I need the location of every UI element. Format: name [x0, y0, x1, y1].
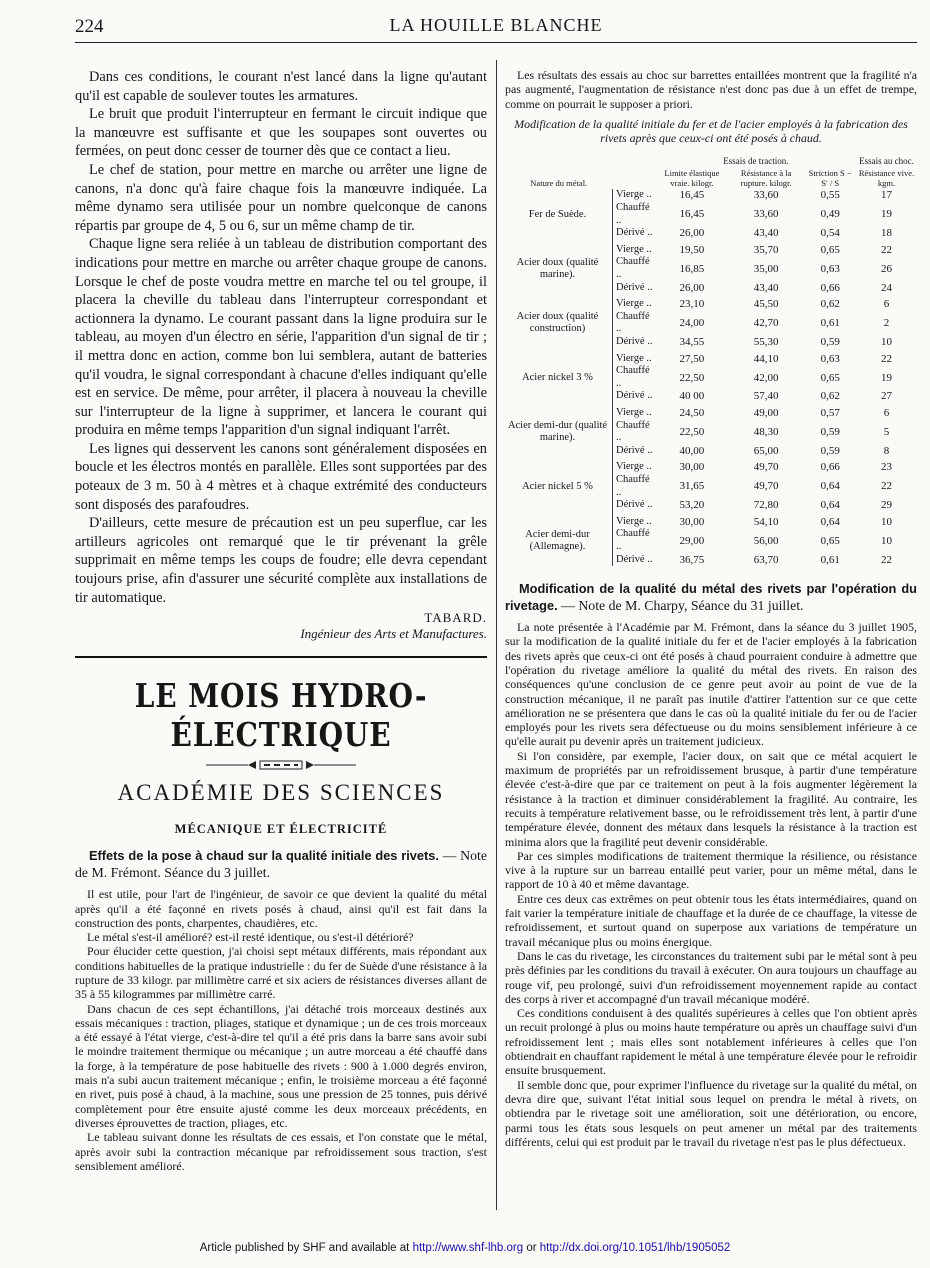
choc-cell: 5 [883, 425, 890, 438]
state-cell: Vierge .. [613, 512, 656, 529]
limite-cell: 27,50 [679, 352, 705, 365]
state-cell: Dérivé .. [613, 282, 656, 295]
limite-cell: 22,50 [679, 371, 705, 384]
footer-middle: or [523, 1242, 540, 1254]
striction-cell: 0,55 [820, 189, 840, 202]
resistance-cell: 42,00 [753, 371, 779, 384]
table-row [505, 512, 917, 529]
header-choc-group: Essais au choc. [859, 156, 914, 167]
article-paragraph: Le métal s'est-il amélioré? est-il resté identique, ou s'est-il détérioré? [87, 930, 414, 945]
limite-cell: 34,55 [679, 336, 705, 349]
choc-cell: 24 [880, 281, 892, 294]
state-cell: Vierge .. [613, 349, 656, 366]
article-paragraph: Dans chacun de ces sept échantillons, j'ai détaché trois morceaux destinés aux essais mécaniques : traction, pliages, statique et dynamique ; un de ces trois morceaux a été essayé à l'état vierge, c'est-à-dire tel qu'il a été pris dans la barre sans avoir subi le moindre traitement thermique ou mécanique ; un autre morceau a été chauffé dans la forge, à la température de pose habituelle des rivets : 900 à 1.000 degrés environ, mais n'a subi aucun traitement mécanique ; enfin, le troisième morceau a été façonné en rivet, puis posé à chaud, à la machine, sous une pression de 25 tonnes, puis dérivé complètement pour être ensuite ajusté comme les deux morceaux précédents, en diverses éprouvettes de traction, pliages, etc. [75, 1001, 487, 1130]
table-caption: Modification de la qualité initiale du fer et de l'acier employés à la fabrication des rivets après que ceux-ci ont été posés à chaud. [514, 116, 908, 146]
table-row [505, 240, 917, 257]
limite-cell: 40,00 [679, 444, 705, 457]
state-cell: Dérivé .. [613, 390, 656, 403]
state-cell: Chauffé .. [613, 528, 656, 553]
header-striction: Striction S − S′ / S [808, 168, 852, 189]
resistance-cell: 35,70 [753, 243, 779, 256]
limite-cell: 30,00 [679, 515, 705, 528]
resistance-cell: 33,60 [753, 189, 779, 202]
masthead-title: LE MOIS HYDRO-ÉLECTRIQUE [134, 676, 428, 755]
article-byline-2: — Note de M. Charpy, Séance du 31 juillet. [557, 598, 804, 614]
limite-cell: 24,50 [679, 406, 705, 419]
state-cell: Dérivé .. [613, 227, 656, 240]
resistance-cell: 54,10 [753, 515, 779, 528]
academy-title: ACADÉMIE DES SCIENCES [117, 780, 445, 806]
material-name: Acier demi-dur (qualité marine). [507, 420, 608, 444]
left-column [75, 68, 487, 1218]
state-cell: Chauffé .. [613, 256, 656, 281]
resistance-cell: 57,40 [753, 390, 779, 403]
choc-cell: 29 [880, 499, 892, 512]
state-cell: Vierge .. [613, 240, 656, 257]
choc-cell: 10 [880, 336, 892, 349]
article-paragraph: Ces conditions conduisent à des qualités supérieures à celles que l'on obtient après un recuit prolongé à plus ou moins haute température ou après un chauffage suivi d'un refroidissement lent ; mais elles sont notablement inférieures à celles que l'on obtiendrait en chauffant rapidement le métal à une température élevée pour le refroidir ensuite brusquement. [505, 1006, 917, 1078]
header-resistance: Résistance à la rupture. kilogr. [740, 168, 792, 189]
masthead-rule [75, 656, 487, 658]
state-cell: Vierge .. [613, 189, 656, 202]
material-name: Acier nickel 5 % [522, 480, 593, 492]
resistance-cell: 56,00 [753, 534, 779, 547]
footer-link-doi[interactable]: http://dx.doi.org/10.1051/lhb/1905052 [539, 1242, 731, 1254]
page-number: 224 [75, 16, 104, 37]
choc-cell: 23 [880, 461, 892, 474]
striction-cell: 0,59 [820, 425, 840, 438]
footer-link-shf[interactable]: http://www.shf-lhb.org [412, 1242, 524, 1254]
header-traction-group: Essais de traction. [723, 156, 789, 167]
resistance-cell: 44,10 [753, 352, 779, 365]
choc-cell: 27 [880, 390, 892, 403]
left-paragraphs [75, 68, 487, 607]
limite-cell: 16,85 [679, 262, 705, 275]
state-cell: Chauffé .. [613, 474, 656, 499]
body-paragraph: Le chef de station, pour mettre en marche ou arrêter une ligne de canons, n'a donc qu'à faire chaque fois la manœuvre indiquée. La même dynamo sera utilisée pour un nombre quelconque de canons répartis par groupe de 4, 5 ou 6, sur un même champ de tir. [75, 161, 487, 234]
limite-cell: 31,65 [679, 480, 705, 493]
resistance-cell: 72,80 [753, 499, 779, 512]
choc-cell: 10 [880, 515, 892, 528]
header-limite: Limite élastique vraie. kilogr. [664, 168, 720, 189]
choc-cell: 26 [880, 262, 892, 275]
body-paragraph: D'ailleurs, cette mesure de précaution est un peu superflue, car les artilleurs agricoles ont remarqué que le tir prévenant la grêle supprimait en même temps les coups de foudre; elle devra cependant toujours prise, afin d'assurer une sécurité complète aux installations de tir automatique. [75, 515, 487, 606]
state-cell: Dérivé .. [613, 499, 656, 512]
limite-cell: 16,45 [679, 189, 705, 202]
footer-prefix: Article published by SHF and available at [199, 1242, 413, 1254]
striction-cell: 0,59 [820, 444, 840, 457]
limite-cell: 26,00 [679, 227, 705, 240]
resistance-cell: 55,30 [753, 336, 779, 349]
material-name: Acier nickel 3 % [522, 371, 593, 383]
article-paragraph: Entre ces deux cas extrêmes on peut obtenir tous les états intermédiaires, quand on fait varier la température initiale de chauffage et la durée de ce chauffage, la vitesse de refroidissement, et surtout quand on superpose aux variations de température un travail mécanique plus ou moins énergique. [505, 891, 917, 949]
striction-cell: 0,57 [820, 406, 840, 419]
table-row [505, 294, 917, 311]
limite-cell: 53,20 [679, 499, 705, 512]
state-cell: Vierge .. [613, 457, 656, 474]
choc-cell: 10 [880, 534, 892, 547]
table-row [505, 403, 917, 420]
limite-cell: 29,00 [679, 534, 705, 547]
table-row [505, 349, 917, 366]
table-row [505, 189, 917, 202]
limite-cell: 16,45 [679, 208, 705, 221]
resistance-cell: 43,40 [753, 227, 779, 240]
choc-cell: 22 [880, 553, 892, 566]
article-paragraph: Par ces simples modifications de traitement thermique la résilience, ou résistance vive à la rupture sur un barreau entaillé peut varier, pour un même métal, dans le rapport de 10 à 40 et même davantage. [505, 848, 917, 892]
state-cell: Chauffé .. [613, 202, 656, 227]
header-choc: Résistance vive. kgm. [858, 168, 915, 189]
resistance-cell: 42,70 [753, 317, 779, 330]
state-cell: Dérivé .. [613, 336, 656, 349]
table-body [505, 189, 917, 566]
article-title: Effets de la pose à chaud sur la qualité initiale des rivets. [89, 848, 439, 864]
resistance-cell: 48,30 [753, 425, 779, 438]
material-name: Acier doux (qualité construction) [516, 311, 599, 335]
section-heading: MÉCANIQUE ET ÉLECTRICITÉ [174, 822, 388, 837]
column-separator [496, 60, 497, 1210]
material-name: Acier demi-dur (Allemagne). [525, 528, 590, 552]
limite-cell: 30,00 [679, 461, 705, 474]
article-paragraph: La note présentée à l'Académie par M. Frémont, dans la séance du 3 juillet 1905, sur la modification de la qualité initiale du fer et de l'acier employés à la fabrication des rivets après que ceux-ci ont été posés à chaud pourraient conduire à admettre que l'opération du rivetage améliore la qualité du métal des rivets. En raison des conséquences qu'une conclusion de ce genre peut avoir au point de vue de la construction mécanique, il ne paraît pas inutile d'attirer l'attention sur ce que cette amélioration ne se présentera que dans le cas où la qualité initiale du fer ou de l'acier employés pour les rivets sera défectueuse ou du moins sensiblement inférieure à ce qu'elle aurait pu devenir après un traitement judicieux. [505, 620, 917, 749]
limite-cell: 26,00 [679, 281, 705, 294]
striction-cell: 0,64 [820, 480, 840, 493]
striction-cell: 0,64 [820, 499, 840, 512]
choc-cell: 8 [883, 444, 890, 457]
table-row [505, 457, 917, 474]
article-paragraph: Il semble donc que, pour exprimer l'influence du rivetage sur la qualité du métal, on devra dire que, suivant l'état initial sous lequel on prendra le métal à rivets, on obtiendra par le rivetage soit une amélioration, soit une détérioration, ou encore, parmi tous les états sous lesquels on peut amener un métal par des traitements différents, celui qui est produit par le travail du rivetage n'est pas le plus défectueux. [505, 1077, 917, 1149]
intro-paragraph: Les résultats des essais au choc sur barrettes entaillées montrent que la fragilité n'a pas augmenté, l'augmentation de résistance n'est donc pas due à un effet de trempe, comme on pourrait le supposer a priori. [505, 68, 917, 111]
choc-cell: 22 [880, 352, 892, 365]
striction-cell: 0,65 [820, 243, 840, 256]
state-cell: Dérivé .. [613, 445, 656, 458]
signature-title: Ingénieur des Arts et Manufactures. [300, 626, 487, 642]
striction-cell: 0,54 [820, 227, 840, 240]
resistance-cell: 49,70 [753, 480, 779, 493]
article-paragraph: Pour élucider cette question, j'ai choisi sept métaux différents, mais répondant aux conditions habituelles de la pratique industrielle : du fer de Suède d'une résistance à la rupture de 33 kilogr. par millimètre carré et six aciers de résistances diverses allant de 35 à 55 kilogrammes par millimètre carré. [75, 944, 487, 1002]
resistance-cell: 63,70 [753, 553, 779, 566]
header-nature: Nature du métal. [530, 178, 588, 189]
choc-cell: 18 [880, 227, 892, 240]
article-paragraph: Le tableau suivant donne les résultats de ces essais, et l'on constate que le métal, après avoir subi la contraction mécanique par refroidissement sous traction, s'est sensiblement amélioré. [75, 1130, 487, 1173]
state-cell: Chauffé .. [613, 365, 656, 390]
article-title-2: Modification de la qualité du métal des rivets par l'opération du rivetage. [505, 581, 917, 614]
state-cell: Vierge .. [613, 403, 656, 420]
choc-cell: 6 [883, 298, 890, 311]
article-paragraph: Dans le cas du rivetage, les circonstances du traitement subi par le métal sont à peu près définies par les conditions du travail à exécuter. On aura toujours un chauffage au rouge vif, peu prolongé, suivi d'un refroidissement moyennement rapide au contact des corps à river et accompagné d'un travail mécanique modéré. [505, 948, 917, 1006]
striction-cell: 0,59 [820, 336, 840, 349]
body-paragraph: Le bruit que produit l'interrupteur en fermant le circuit indique que la manœuvre est suffisante et que les soupapes sont ouvertes ou fermées, on peut donc cesser de tourner dès que ce contact a lieu. [75, 106, 487, 160]
journal-title: LA HOUILLE BLANCHE [389, 15, 603, 35]
resistance-cell: 49,00 [753, 406, 779, 419]
state-cell: Chauffé .. [613, 311, 656, 336]
article-heading-fremont [75, 847, 487, 881]
limite-cell: 24,00 [679, 317, 705, 330]
material-name: Acier doux (qualité marine). [516, 257, 599, 281]
page-header [75, 14, 917, 40]
choc-cell: 17 [880, 189, 892, 202]
footer [0, 1242, 930, 1254]
striction-cell: 0,65 [820, 534, 840, 547]
limite-cell: 23,10 [679, 298, 705, 311]
header-rule [75, 42, 917, 43]
right-column [505, 68, 917, 1218]
limite-cell: 40 00 [679, 390, 705, 403]
striction-cell: 0,61 [820, 553, 840, 566]
left-small-paragraphs [75, 887, 487, 1173]
limite-cell: 22,50 [679, 425, 705, 438]
striction-cell: 0,49 [820, 208, 840, 221]
striction-cell: 0,65 [820, 371, 840, 384]
limite-cell: 36,75 [679, 553, 705, 566]
state-cell: Dérivé .. [613, 554, 656, 567]
choc-cell: 2 [883, 317, 890, 330]
striction-cell: 0,61 [820, 317, 840, 330]
results-table [505, 155, 917, 566]
choc-cell: 22 [880, 243, 892, 256]
signature-name: TABARD. [424, 610, 487, 626]
striction-cell: 0,66 [820, 281, 840, 294]
choc-cell: 19 [880, 371, 892, 384]
article-heading-charpy [505, 580, 917, 614]
resistance-cell: 35,00 [753, 262, 779, 275]
resistance-cell: 65,00 [753, 444, 779, 457]
choc-cell: 6 [883, 406, 890, 419]
right-paragraphs [505, 620, 917, 1149]
striction-cell: 0,63 [820, 352, 840, 365]
material-name: Fer de Suède. [528, 208, 587, 220]
body-paragraph: Chaque ligne sera reliée à un tableau de distribution comportant des indications pour mettre en marche ou arrêter chaque groupe de canons. Lorsque le chef de poste voudra mettre en marche tel ou tel groupe, il placera la cheville du tableau dans l'interrupteur correspondant et actionnera la dynamo. Le courant passant dans la ligne produira sur le tableau, au moyen d'un électro en série, l'apparition d'un signal de tir ; il mettra donc en action, comme bon lui semblera, autant de batteries qu'il voudra, le signal correspondant à chacune d'elles indiquant qu'elle est en service. De même, pour arrêter, il placera à nouveau la cheville sur l'interrupteur de la ligne à supprimer, et lancera le courant qui produira en même temps l'apparition d'un signal indiquant l'arrêt. [75, 236, 487, 439]
striction-cell: 0,64 [820, 515, 840, 528]
body-paragraph: Les lignes qui desservent les canons sont généralement disposées en boucle et les électros montés en parallèle. Elles sont supportées par des poteaux de 3 m. 50 à 4 mètres et à chaque extrémité des conducteurs sont disposés des parafoudres. [75, 440, 487, 513]
choc-cell: 19 [880, 208, 892, 221]
resistance-cell: 33,60 [753, 208, 779, 221]
resistance-cell: 43,40 [753, 281, 779, 294]
ornament [75, 758, 487, 774]
article-paragraph: Il est utile, pour l'art de l'ingénieur, de savoir ce que devient la qualité du métal après qu'il a été façonné en rivets posés à chaud, ainsi qu'il est fait dans la construction des ponts, charpentes, chaudières, etc. [75, 887, 487, 930]
resistance-cell: 45,50 [753, 298, 779, 311]
state-cell: Chauffé .. [613, 420, 656, 445]
striction-cell: 0,66 [820, 461, 840, 474]
state-cell: Vierge .. [613, 294, 656, 311]
article-paragraph: Si l'on considère, par exemple, l'acier doux, on sait que ce métal acquiert le maximum de propriétés par un refroidissement brusque, à partir d'une température élevée c'est-à-dire que par ce traitement on peut à la fois augmenter légèrement la résistance à la traction et diminuer considérablement la fragilité. Au contraire, les recuits à température relativement basse, ou le refroidissement très lent, à partir d'une température élevée, donnent des métaux dans lesquels la résistance à la traction est minima alors que la fragilité peut devenir considérable. [505, 748, 917, 849]
striction-cell: 0,62 [820, 298, 840, 311]
article-byline: — Note de M. Frémont. Séance du 3 juillet. [75, 848, 487, 881]
body-paragraph: Dans ces conditions, le courant n'est lancé dans la ligne qu'autant qu'il est capable de soulever toutes les armatures. [75, 69, 487, 104]
striction-cell: 0,62 [820, 390, 840, 403]
limite-cell: 19,50 [679, 243, 705, 256]
striction-cell: 0,63 [820, 262, 840, 275]
resistance-cell: 49,70 [753, 461, 779, 474]
choc-cell: 22 [880, 480, 892, 493]
